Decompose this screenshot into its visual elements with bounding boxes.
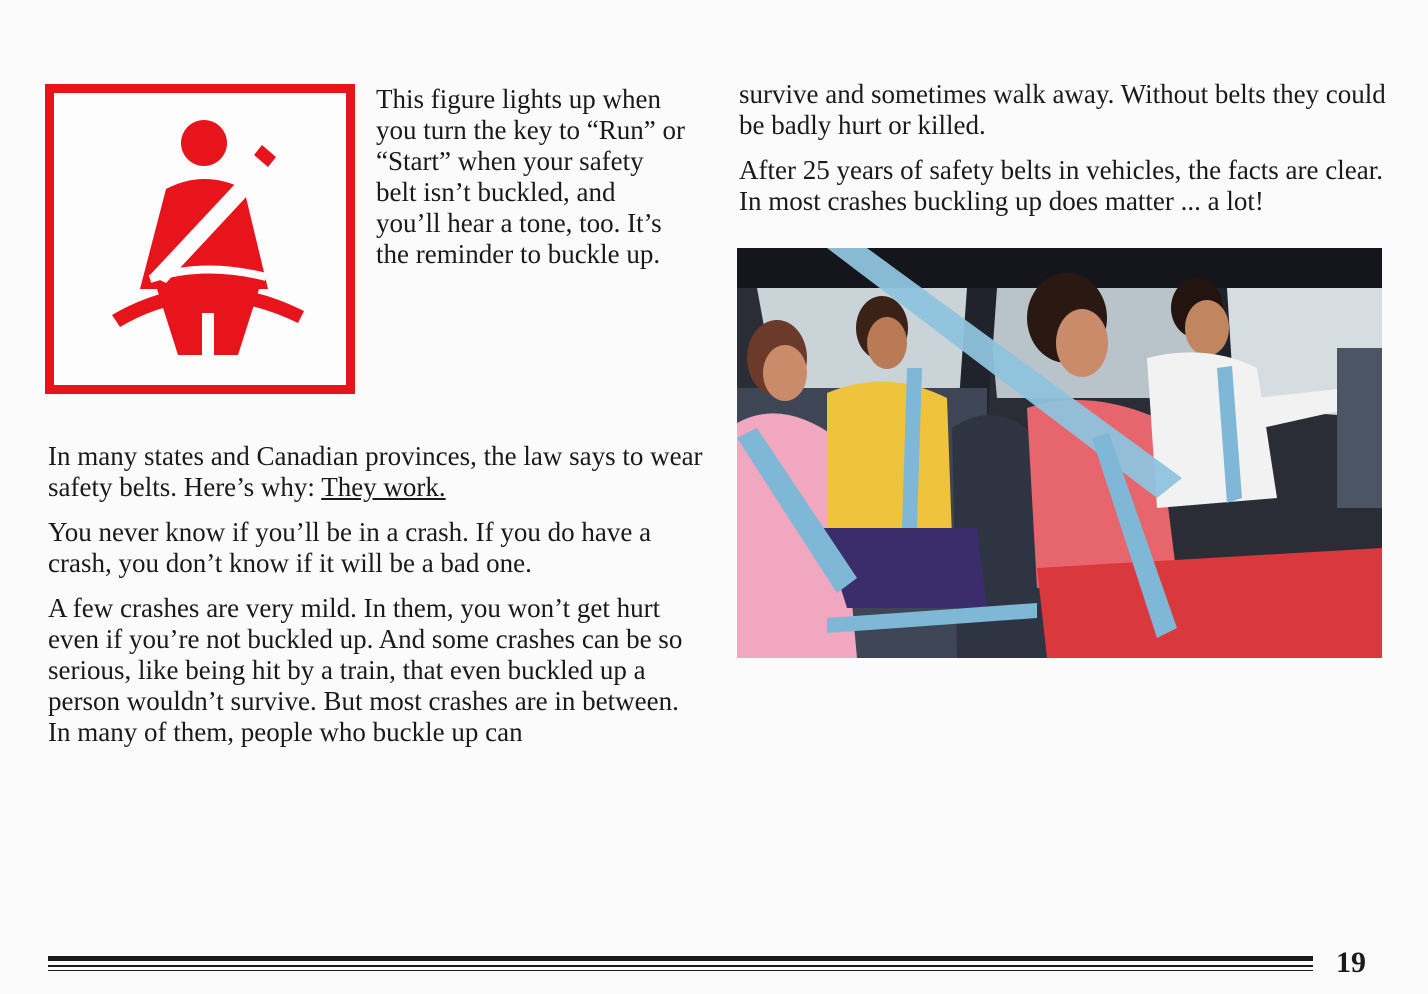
seat-belt-reminder-icon <box>54 93 346 385</box>
page-number: 19 <box>1336 946 1366 979</box>
four-occupants-wearing-safety-belts-illustration <box>737 248 1382 658</box>
survive-paragraph: survive and sometimes walk away. Without belts they could be badly hurt or killed. <box>739 79 1386 140</box>
right-column <box>739 79 1389 231</box>
law-paragraph <box>48 441 708 503</box>
severity-paragraph: A few crashes are very mild. In them, you won’t get hurt even if you’re not buckled up. And some crashes can be so serious, like being hit by a train, that even buckled up a person wouldn’t survive. But most crashes are in between. In many of them, people who buckle up can <box>48 593 683 747</box>
facts-paragraph: After 25 years of safety belts in vehicles, the facts are clear. In most crashes buckling up does matter ... a lot! <box>739 155 1383 216</box>
occupants-illustration <box>737 248 1382 658</box>
law-text: In many states and Canadian provinces, the law says to wear safety belts. Here’s why: <box>48 441 703 502</box>
crash-paragraph: You never know if you’ll be in a crash. If you do have a crash, you don’t know if it will be a bad one. <box>48 517 652 578</box>
footer-rule <box>48 952 1313 976</box>
left-column <box>48 441 708 762</box>
they-work-emphasis: They work. <box>321 472 446 502</box>
reminder-caption: This figure lights up when you turn the key to “Run” or “Start” when your safety belt isn’t buckled, and you’ll hear a tone, too. It’s the reminder to buckle up. <box>376 84 685 269</box>
seat-belt-warning-box <box>45 84 355 394</box>
